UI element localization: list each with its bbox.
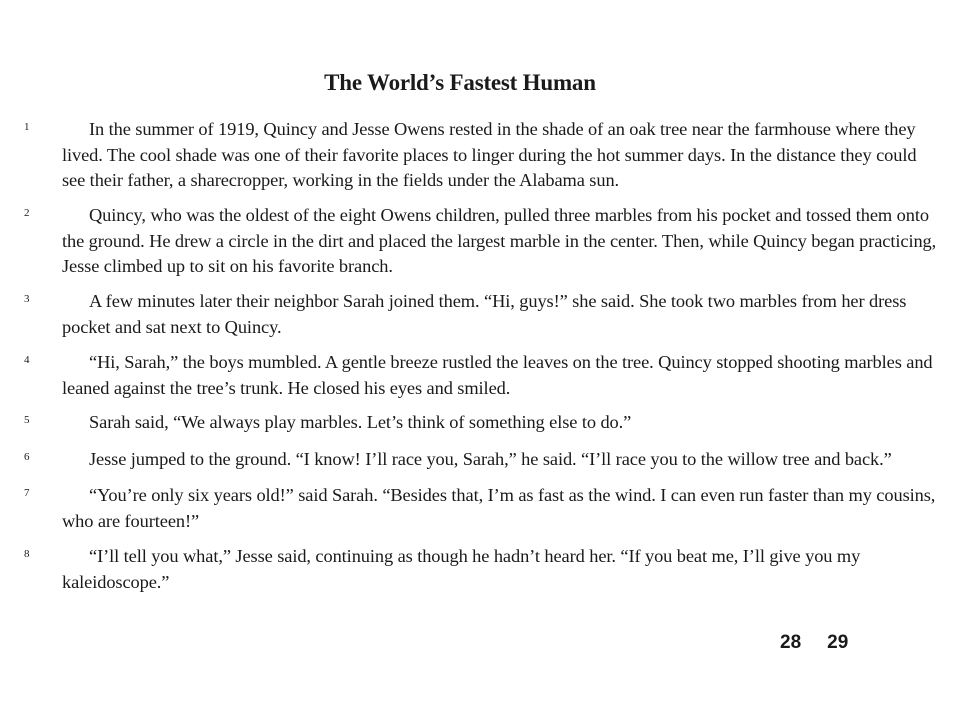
paragraph-number: 8: [24, 548, 30, 560]
paragraph-number: 7: [24, 487, 30, 499]
paragraph-number: 3: [24, 293, 30, 305]
paragraph-number: 5: [24, 414, 30, 426]
page-number-nav: [780, 632, 874, 654]
paragraph-text: Quincy, who was the oldest of the eight Owens children, pulled three marbles from his pocket and tossed them onto the ground. He drew a circle in the dirt and placed the largest marble in the center. Then, while Quincy began practicing, Jesse climbed up to sit on his favorite branch.: [62, 205, 937, 276]
paragraph-number: 6: [24, 451, 30, 463]
page-number-29-link[interactable]: 29: [827, 632, 849, 653]
paragraph-text: Jesse jumped to the ground. “I know! I’ll race you, Sarah,” he said. “I’ll race you to the willow tree and back.”: [89, 449, 892, 469]
page-number-28-link[interactable]: 28: [780, 632, 802, 653]
paragraph-text: “Hi, Sarah,” the boys mumbled. A gentle breeze rustled the leaves on the tree. Quincy stopped shooting marbles and leaned against the tree’s trunk. He closed his eyes and smiled.: [62, 352, 933, 398]
paragraph-number: 4: [24, 354, 30, 366]
paragraph-text: In the summer of 1919, Quincy and Jesse Owens rested in the shade of an oak tree near the farmhouse where they lived. The cool shade was one of their favorite places to linger during the hot summer days. In the distance they could see their father, a sharecropper, working in the fields under the Alabama sun.: [62, 119, 917, 190]
paragraph-text: Sarah said, “We always play marbles. Let’s think of something else to do.”: [89, 412, 632, 432]
paragraph-text: A few minutes later their neighbor Sarah joined them. “Hi, guys!” she said. She took two marbles from her dress pocket and sat next to Quincy.: [62, 291, 907, 337]
paragraph-number: 2: [24, 207, 30, 219]
page-title: The World’s Fastest Human: [324, 70, 596, 95]
paragraph-text: “I’ll tell you what,” Jesse said, continuing as though he hadn’t heard her. “If you beat me, I’ll give you my kaleidoscope.”: [62, 546, 861, 592]
paragraph-text: “You’re only six years old!” said Sarah. “Besides that, I’m as fast as the wind. I can even run faster than my cousins, who are fourteen!”: [62, 485, 936, 531]
paragraph-number: 1: [24, 121, 30, 133]
